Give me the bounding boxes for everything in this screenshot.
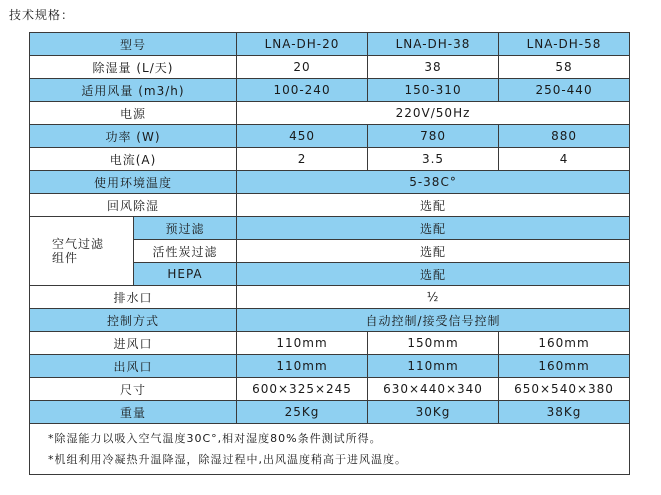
table-row bbox=[30, 171, 630, 194]
row-label: 电源 bbox=[30, 102, 237, 125]
row-label: 出风口 bbox=[30, 355, 237, 378]
cell-value: 选配 bbox=[237, 217, 630, 240]
cell-value: 110mm bbox=[368, 355, 499, 378]
cell-value: 220V/50Hz bbox=[237, 102, 630, 125]
cell-value: 630×440×340 bbox=[368, 378, 499, 401]
cell-value: 160mm bbox=[499, 332, 630, 355]
row-label: 功率 (W) bbox=[30, 125, 237, 148]
row-label: 除湿量 (L/天) bbox=[30, 56, 237, 79]
model-header: LNA-DH-58 bbox=[499, 33, 630, 56]
cell-value: 110mm bbox=[237, 355, 368, 378]
table-row bbox=[30, 401, 630, 424]
header-label: 型号 bbox=[30, 33, 237, 56]
table-row bbox=[30, 286, 630, 309]
cell-value: 780 bbox=[368, 125, 499, 148]
table-header-row bbox=[30, 33, 630, 56]
cell-value: 5-38C° bbox=[237, 171, 630, 194]
cell-value: 3.5 bbox=[368, 148, 499, 171]
footnote: *除湿能力以吸入空气温度30C°,相对湿度80%条件测试所得。 bbox=[48, 432, 382, 445]
cell-value: 20 bbox=[237, 56, 368, 79]
table-row bbox=[30, 332, 630, 355]
cell-value: 自动控制/接受信号控制 bbox=[237, 309, 630, 332]
table-row bbox=[30, 125, 630, 148]
row-label: 适用风量 (m3/h) bbox=[30, 79, 237, 102]
row-label: 尺寸 bbox=[30, 378, 237, 401]
sub-row-label: 活性炭过滤 bbox=[134, 240, 237, 263]
cell-value: 600×325×245 bbox=[237, 378, 368, 401]
row-label: 回风除湿 bbox=[30, 194, 237, 217]
cell-value: 25Kg bbox=[237, 401, 368, 424]
cell-value: 30Kg bbox=[368, 401, 499, 424]
table-row bbox=[30, 56, 630, 79]
cell-value: 38Kg bbox=[499, 401, 630, 424]
notes-cell bbox=[30, 424, 630, 475]
section-heading: 技术规格： bbox=[9, 8, 75, 22]
cell-value: 880 bbox=[499, 125, 630, 148]
row-label: 使用环境温度 bbox=[30, 171, 237, 194]
cell-value: 450 bbox=[237, 125, 368, 148]
cell-value: 160mm bbox=[499, 355, 630, 378]
cell-value: 2 bbox=[237, 148, 368, 171]
row-label: 控制方式 bbox=[30, 309, 237, 332]
cell-value: 100-240 bbox=[237, 79, 368, 102]
group-label-line: 组件 bbox=[52, 251, 79, 265]
table-row bbox=[30, 217, 630, 240]
table-row bbox=[30, 194, 630, 217]
model-header: LNA-DH-38 bbox=[368, 33, 499, 56]
row-label: 重量 bbox=[30, 401, 237, 424]
cell-value: 250-440 bbox=[499, 79, 630, 102]
cell-value: 650×540×380 bbox=[499, 378, 630, 401]
table-row bbox=[30, 79, 630, 102]
cell-value: 110mm bbox=[237, 332, 368, 355]
table-row bbox=[30, 378, 630, 401]
cell-value: ½ bbox=[237, 286, 630, 309]
table-row bbox=[30, 102, 630, 125]
footnote: *机组利用冷凝热升温降湿，除湿过程中,出风温度稍高于进风温度。 bbox=[48, 453, 407, 466]
row-label: 排水口 bbox=[30, 286, 237, 309]
table-row bbox=[30, 148, 630, 171]
cell-value: 选配 bbox=[237, 263, 630, 286]
cell-value: 150-310 bbox=[368, 79, 499, 102]
group-label-line: 空气过滤 bbox=[52, 237, 105, 251]
group-label bbox=[30, 217, 134, 286]
cell-value: 4 bbox=[499, 148, 630, 171]
cell-value: 选配 bbox=[237, 240, 630, 263]
cell-value: 选配 bbox=[237, 194, 630, 217]
cell-value: 150mm bbox=[368, 332, 499, 355]
sub-row-label: 预过滤 bbox=[134, 217, 237, 240]
row-label: 电流(A) bbox=[30, 148, 237, 171]
cell-value: 38 bbox=[368, 56, 499, 79]
spec-table bbox=[29, 32, 630, 475]
row-label: 进风口 bbox=[30, 332, 237, 355]
table-row bbox=[30, 309, 630, 332]
table-row bbox=[30, 355, 630, 378]
cell-value: 58 bbox=[499, 56, 630, 79]
model-header: LNA-DH-20 bbox=[237, 33, 368, 56]
sub-row-label: HEPA bbox=[134, 263, 237, 286]
notes-row bbox=[30, 424, 630, 475]
